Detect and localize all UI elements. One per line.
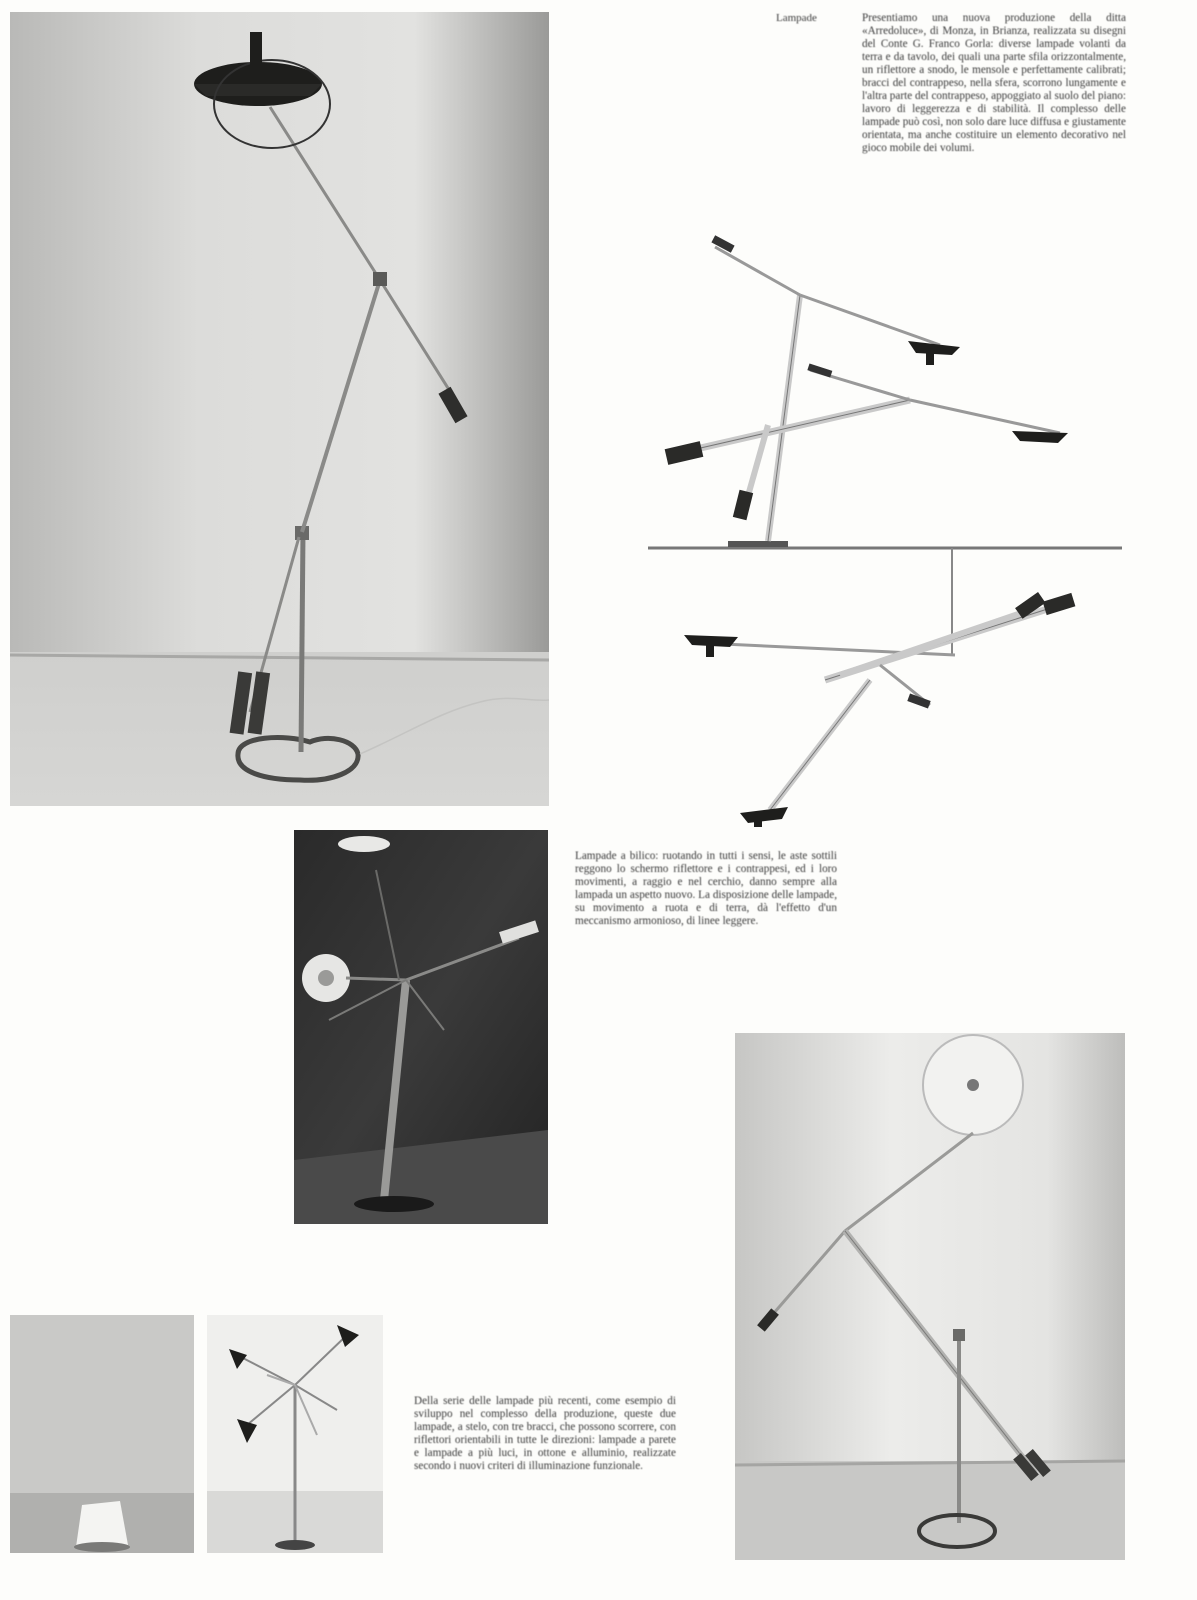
photo-table-lamp xyxy=(10,1315,194,1553)
photo-multi-arm-lamp xyxy=(207,1315,383,1553)
photo-lamp-dark-background xyxy=(294,830,548,1224)
diagram-lamp-positions xyxy=(640,235,1130,840)
photo-floor-lamp-round-shade xyxy=(735,1033,1125,1560)
caption-intro: Presentiamo una nuova produzione della ditta «Arredoluce», di Monza, in Brianza, realizzata su disegni del Conte G. Franco Gorla: diverse lampade volanti da terra e da tavolo, dei quali una parte sfila orizzontalmente, un riflettore a snodo, le mensole e perfettamente calibrati; bracci del contrappeso, nella sfera, scorrono lungamente e l'altra parte del contrappeso, appoggiato al suolo del piano: lavoro di leggerezza e di stabilità. Il complesso delle lampade può così, non solo dare luce diffusa e giustamente orientata, ma anche costituire un elemento decorativo nel gioco mobile dei volumi. xyxy=(862,12,1126,154)
caption-middle: Lampade a bilico: ruotando in tutti i sensi, le aste sottili reggono lo schermo riflettore e i contrappesi, ed i loro movimenti, a raggio e nel cerchio, danno sempre alla lampada un aspetto nuovo. La disposizione delle lampade, su movimento a ruota e di terra, dà l'effetto d'un meccanismo armonioso, di linee leggere. xyxy=(575,850,837,927)
caption-bottom: Della serie delle lampade più recenti, come esempio di sviluppo nel complesso della produzione, queste due lampade, a stelo, con tre bracci, che possono scorrere, con riflettori orientabili in tutte le direzioni: lampade a parete e lampade a più luci, in ottone e alluminio, realizzate secondo i nuovi criteri di illuminazione funzionale. xyxy=(414,1395,676,1472)
photo-floor-lamp-large xyxy=(10,12,549,806)
caption-label-intro: Lampade xyxy=(776,12,817,24)
